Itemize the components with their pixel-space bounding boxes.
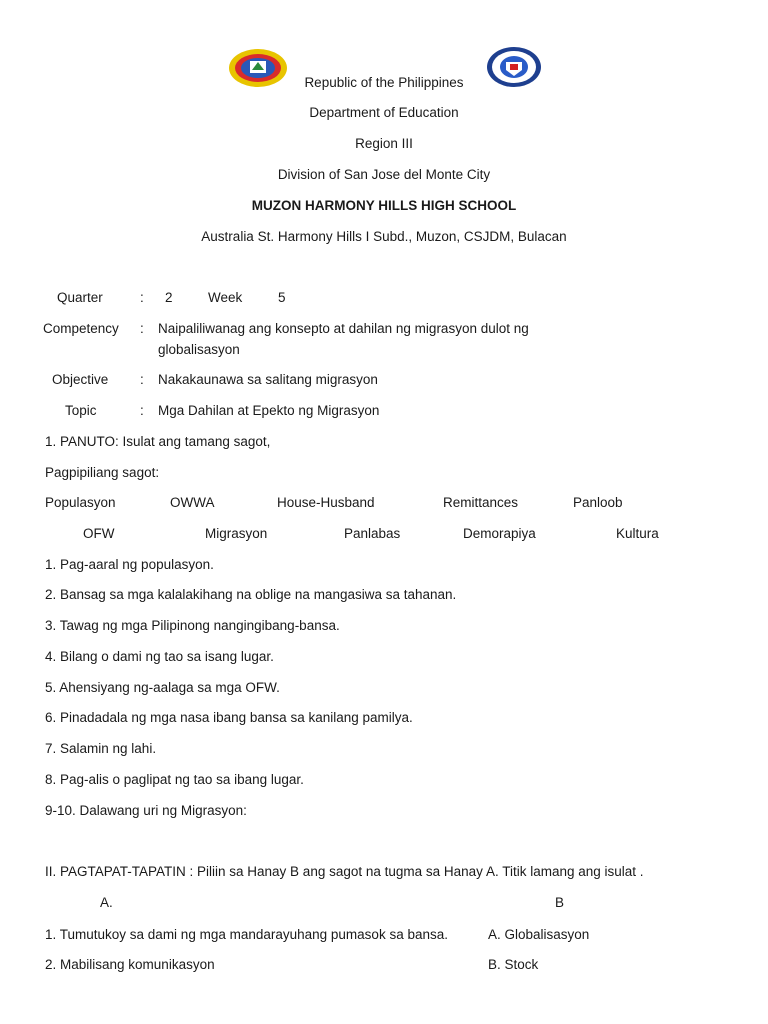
choice-item: OFW xyxy=(83,526,115,541)
column-b-header: B xyxy=(555,895,565,910)
competency-colon: : xyxy=(140,321,144,336)
part1-instruction: 1. PANUTO: Isulat ang tamang sagot, xyxy=(45,434,271,449)
choice-item: Migrasyon xyxy=(205,526,268,541)
question-item: 7. Salamin ng lahi. xyxy=(45,741,157,756)
choice-item: Remittances xyxy=(443,495,519,510)
objective-label: Objective xyxy=(52,372,109,387)
topic-colon: : xyxy=(140,403,144,418)
quarter-label: Quarter xyxy=(57,290,103,305)
quarter-colon: : xyxy=(140,290,144,305)
header-division: Division of San Jose del Monte City xyxy=(277,167,491,182)
choice-item: Panloob xyxy=(573,495,623,510)
choice-item: Demorapiya xyxy=(463,526,536,541)
question-item: 6. Pinadadala ng mga nasa ibang bansa sa kanilang pamilya. xyxy=(45,710,413,725)
competency-label: Competency xyxy=(43,321,119,336)
match-item-a: 1. Tumutukoy sa dami ng mga mandarayuhang pumasok sa bansa. xyxy=(45,927,448,942)
header-republic: Republic of the Philippines xyxy=(304,75,464,90)
match-item-b: A. Globalisasyon xyxy=(488,927,590,942)
week-value: 5 xyxy=(278,290,286,305)
question-item: 1. Pag-aaral ng populasyon. xyxy=(45,557,214,572)
topic-label: Topic xyxy=(65,403,97,418)
choice-item: Kultura xyxy=(616,526,659,541)
question-item: 3. Tawag ng mga Pilipinong nangingibang-bansa. xyxy=(45,618,340,633)
choice-item: OWWA xyxy=(170,495,215,510)
match-item-a: 2. Mabilisang komunikasyon xyxy=(45,957,215,972)
choice-item: Populasyon xyxy=(45,495,116,510)
match-item-b: B. Stock xyxy=(488,957,539,972)
question-item: 2. Bansag sa mga kalalakihang na oblige na mangasiwa sa tahanan. xyxy=(45,587,457,602)
topic-value: Mga Dahilan at Epekto ng Migrasyon xyxy=(158,403,380,418)
choices-label: Pagpipiliang sagot: xyxy=(45,465,160,480)
part2-instruction: II. PAGTAPAT-TAPATIN : Piliin sa Hanay B ang sagot na tugma sa Hanay A. Titik lamang ang isulat . xyxy=(45,864,644,879)
question-item: 9-10. Dalawang uri ng Migrasyon: xyxy=(45,803,247,818)
school-name: MUZON HARMONY HILLS HIGH SCHOOL xyxy=(251,198,517,213)
choice-item: House-Husband xyxy=(277,495,375,510)
column-a-header: A. xyxy=(100,895,113,910)
question-item: 5. Ahensiyang ng-aalaga sa mga OFW. xyxy=(45,680,280,695)
objective-value: Nakakaunawa sa salitang migrasyon xyxy=(158,372,378,387)
competency-line-1: Naipaliliwanag ang konsepto at dahilan ng migrasyon dulot ng xyxy=(158,321,529,336)
competency-line-2: globalisasyon xyxy=(158,342,240,357)
question-item: 4. Bilang o dami ng tao sa isang lugar. xyxy=(45,649,274,664)
choice-item: Panlabas xyxy=(344,526,401,541)
week-label: Week xyxy=(208,290,243,305)
quarter-value: 2 xyxy=(165,290,173,305)
objective-colon: : xyxy=(140,372,144,387)
question-item: 8. Pag-alis o paglipat ng tao sa ibang lugar. xyxy=(45,772,304,787)
school-address: Australia St. Harmony Hills I Subd., Muzon, CSJDM, Bulacan xyxy=(201,229,567,244)
header-department: Department of Education xyxy=(309,105,459,120)
header-region: Region III xyxy=(355,136,413,151)
